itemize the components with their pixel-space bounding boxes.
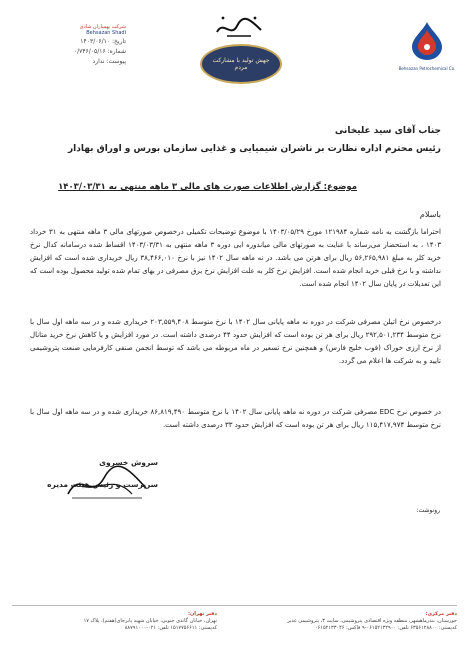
signer-name: سروش خسروی: [99, 458, 158, 467]
footer-head-office: [252, 611, 457, 632]
brand-name: شرکت بهسازان شادی: [79, 24, 126, 30]
attachment-field: پیوست: ندارد: [92, 58, 126, 65]
number-field: شماره: ۰/۷۴۶/۰۵/۱۶: [73, 48, 126, 55]
footer-head-office-title: دفتر مرکزی:: [425, 611, 457, 617]
letter-meta-block: [56, 24, 126, 66]
signer-title: سرپرست و رئیس هیئت مدیره: [47, 480, 158, 489]
body-paragraph-2: درخصوص نرخ اتیلن مصرفی شرکت در دوره نه ماهه پایانی سال ۱۴۰۲ با نرخ متوسط ۲۰۳,۵۵۹,۴۰۸ خریداری شده و در سه ماهه اول سال با نرخ متوسط ۲۹۲,۵۰۱,۲۳۴ ریال برای هر تن بوده است که افزایش حدود ۴۴ درصدی داشته است. در مورد افزایش و یا کاهش نرخ خرید متانال از نرخ ارزی خوراک (فوب خلیج فارس) و همچنین نرخ تسعیر در ماه مربوطه می باشد که توسط انجمن صنفی کارفرمایی صنعت پتروشیمی تایید و به شرکت ها اعلام می گردد.: [30, 318, 442, 365]
brand-sub: Behsazan Shadi: [86, 30, 126, 36]
calligraphy-heading: [213, 10, 265, 44]
letterhead: [0, 0, 469, 118]
footer-tehran-office-address: تهران، خیابان گاندی جنوبی، خیابان شهید پابرجای(هفتم)، پلاک ۱۷: [83, 618, 217, 624]
addressee-title: رئیس محترم اداره نظارت بر ناشران شیمیایی و غذایی سازمان بورس و اوراق بهادار: [67, 144, 441, 154]
body-paragraph-3: در خصوص نرخ EDC مصرفی شرکت در دوره نه ماهه پایانی سال ۱۴۰۲ با نرخ متوسط ۸۶,۸۱۹,۴۹۰ خریداری شده و در سه ماهه اول سال با نرخ متوسط ۱۱۵,۴۱۷,۹۷۴ ریال برای هر تن بوده است که افزایش حدود ۳۳ درصدی داشته است.: [30, 408, 441, 429]
footer-tehran-office-title: دفتر تهران:: [187, 611, 217, 617]
greeting: باسلام: [419, 210, 441, 219]
body-paragraph-1: احتراما بازگشت به نامه شماره ۱۲۱۹۸۴ مورخ ۱۴۰۳/۰۵/۲۹ با موضوع توضیحات تکمیلی درخصوص صورتهای مالی ۳ ماهه منتهی به ۳۱ خرداد ۱۴۰۳ ، به استحضار می‌رساند با عنایت به صورتهای مالی میاندوره ایی دوره ۳ ماهه منتهی به ۱۴۰۳/۰۳/۳۱ اقساط شده درسامانه کدال نرخ خرید کلر به مبلغ ۵۶,۲۶۵,۹۸۱ ریال برای هرتن می باشد. در نه ماهه سال ۱۴۰۲ نیز با نرخ ۳۸,۴۶۶,۰۱۰ ریال خریداری شده است که افزایش نداشته و با نرخ قبلی خرید انجام شده است. افزایش نرخ کلر به علت افزایش نرخ برق مصرفی در بهای تمام شده تولید محصول بوده است که این تعدیلات در پایان سال ۱۴۰۲ انجام شده است.: [30, 228, 442, 288]
footer-divider: [12, 605, 457, 606]
footer-tehran-office-contact: کدپستی: ۱۵۱۷۷۵۶۶۱۱ تلفن: ۰۲۱-۸۸۷۹۱۰۰۰: [124, 625, 217, 631]
cc-label: رونوشت:: [416, 507, 440, 514]
addressee-name: جناب آقای سید علیخانی: [334, 126, 441, 136]
footer: [0, 605, 469, 649]
logo-caption: Behsazan Petrochemical Co.: [398, 66, 456, 71]
footer-head-office-address: خوزستان، بندرماهشهر، منطقه ویژه اقتصادی پتروشیمی، سایت ۳، پتروشیمی غدیر: [287, 618, 457, 624]
footer-head-office-contact: کدپستی: ۶۳۵۶۱۲۸۸۰۰ تلفن: ۰۶۱۵۲۱۳۲۹۰۰-۹ فاکس: ۰۶۱۵۲۱۳۳۰۴۶: [314, 625, 457, 631]
company-logo: [397, 20, 457, 71]
signature-block: [47, 458, 158, 520]
slogan-seal: [200, 44, 282, 84]
footer-tehran-office: [12, 611, 217, 632]
seal-text: جهش تولید با مشارکت مردم: [212, 57, 270, 71]
subject-line: موضوع: گزارش اطلاعات صورت های مالی ۳ ماهه منتهی به ۱۴۰۳/۰۳/۳۱: [58, 182, 357, 192]
droplet-logo-icon: [408, 20, 446, 60]
date-field: تاریخ: ۱۴۰۳/۰۶/۱۰: [80, 38, 126, 45]
